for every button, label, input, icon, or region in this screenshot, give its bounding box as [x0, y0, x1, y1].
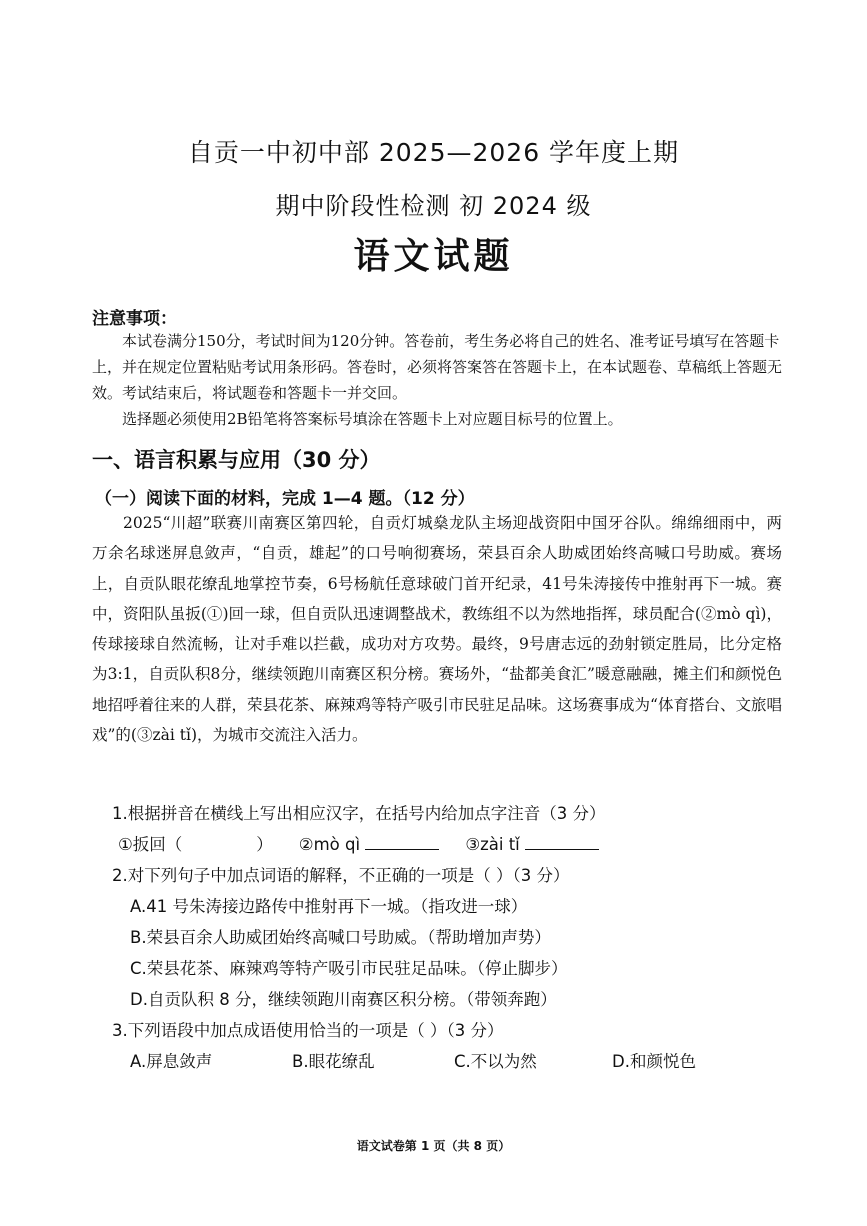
q3-option-d: D.和颜悦色 — [612, 1052, 696, 1071]
q1-item-b: ②mò qì — [298, 835, 361, 854]
question-3: 3.下列语段中加点成语使用恰当的一项是（ ）（3 分） — [112, 1021, 504, 1040]
q1-blank-b[interactable] — [365, 831, 439, 850]
q1-blank-c[interactable] — [525, 831, 599, 850]
reading-passage: 2025“川超”联赛川南赛区第四轮，自贡灯城燊龙队主场迎战资阳中国牙谷队。绵绵细雨中，两万余名球迷屏息敛声，“自贡，雄起”的口号响彻赛场，荣县百余人助威团始终高喊口号助威。赛场上，自贡队眼花缭乱地掌控节奏，6号杨航任意球破门首开纪录，41号朱涛接传中推射再下一城。赛中，资阳队虽扳(①)回一球，但自贡队迅速调整战术，教练组不以为然地指挥，球员配合(②mò qì)，传球接球自然流畅，让对手难以拦截，成功对方攻势。最终，9号唐志远的劲射锁定胜局，比分定格为3:1，自贡队积8分，继续领跑川南赛区积分榜。赛场外，“盐都美食汇”暖意融融，摊主们和颜悦色地招呼着往来的人群，荣县花茶、麻辣鸡等特产吸引市民驻足品味。这场赛事成为“体育搭台、文旅唱戏”的(③zài tǐ)，为城市交流注入活力。 — [92, 514, 782, 745]
q2-option-b: B.荣县百余人助威团始终高喊口号助威。（帮助增加声势） — [130, 928, 551, 947]
q1-item-a-close: ） — [256, 835, 273, 854]
page-footer: 语文试卷第 1 页（共 8 页） — [356, 1139, 511, 1153]
question-1-blanks — [112, 829, 772, 860]
q2-option-d: D.自贡队积 8 分，继续领跑川南赛区积分榜。（带领奔跑） — [130, 990, 557, 1009]
exam-title-line1: 自贡一中初中部 2025—2026 学年度上期 — [187, 138, 680, 167]
q2-option-a: A.41 号朱涛接边路传中推射再下一城。（指攻进一球） — [130, 897, 528, 916]
q3-options — [112, 1046, 772, 1077]
section-heading: 一、语言积累与应用（30 分） — [92, 448, 381, 472]
q1-item-c: ③zài tǐ — [465, 835, 520, 854]
q3-option-b: B.眼花缭乱 — [292, 1052, 375, 1071]
notes-paragraph-1: 本试卷满分150分，考试时间为120分钟。答卷前，考生务必将自己的姓名、准考证号填写在答题卡上，并在规定位置粘贴考试用条形码。答卷时，必须将答案答在答题卡上，在本试题卷、草稿纸上答题无效。考试结束后，将试题卷和答题卡一并交回。 — [92, 332, 783, 402]
exam-subject-title: 语文试题 — [353, 236, 514, 277]
question-1: 1.根据拼音在横线上写出相应汉字，在括号内给加点字注音（3 分） — [112, 804, 606, 823]
notes-block — [92, 328, 782, 432]
notes-heading: 注意事项： — [92, 309, 177, 329]
q3-option-a: A.屏息敛声 — [130, 1052, 213, 1071]
question-list — [112, 798, 772, 1077]
subsection-heading: （一）阅读下面的材料，完成 1—4 题。（12 分） — [95, 489, 475, 509]
q2-option-c: C.荣县花茶、麻辣鸡等特产吸引市民驻足品味。（停止脚步） — [130, 959, 568, 978]
notes-paragraph-2: 选择题必须使用2B铅笔将答案标号填涂在答题卡上对应题目标号的位置上。 — [122, 410, 623, 428]
q1-item-a: ①扳回（ — [118, 835, 183, 854]
question-2: 2.对下列句子中加点词语的解释，不正确的一项是（ ）（3 分） — [112, 866, 570, 885]
q3-option-c: C.不以为然 — [454, 1052, 537, 1071]
exam-title-line2: 期中阶段性检测 初 2024 级 — [275, 192, 592, 220]
